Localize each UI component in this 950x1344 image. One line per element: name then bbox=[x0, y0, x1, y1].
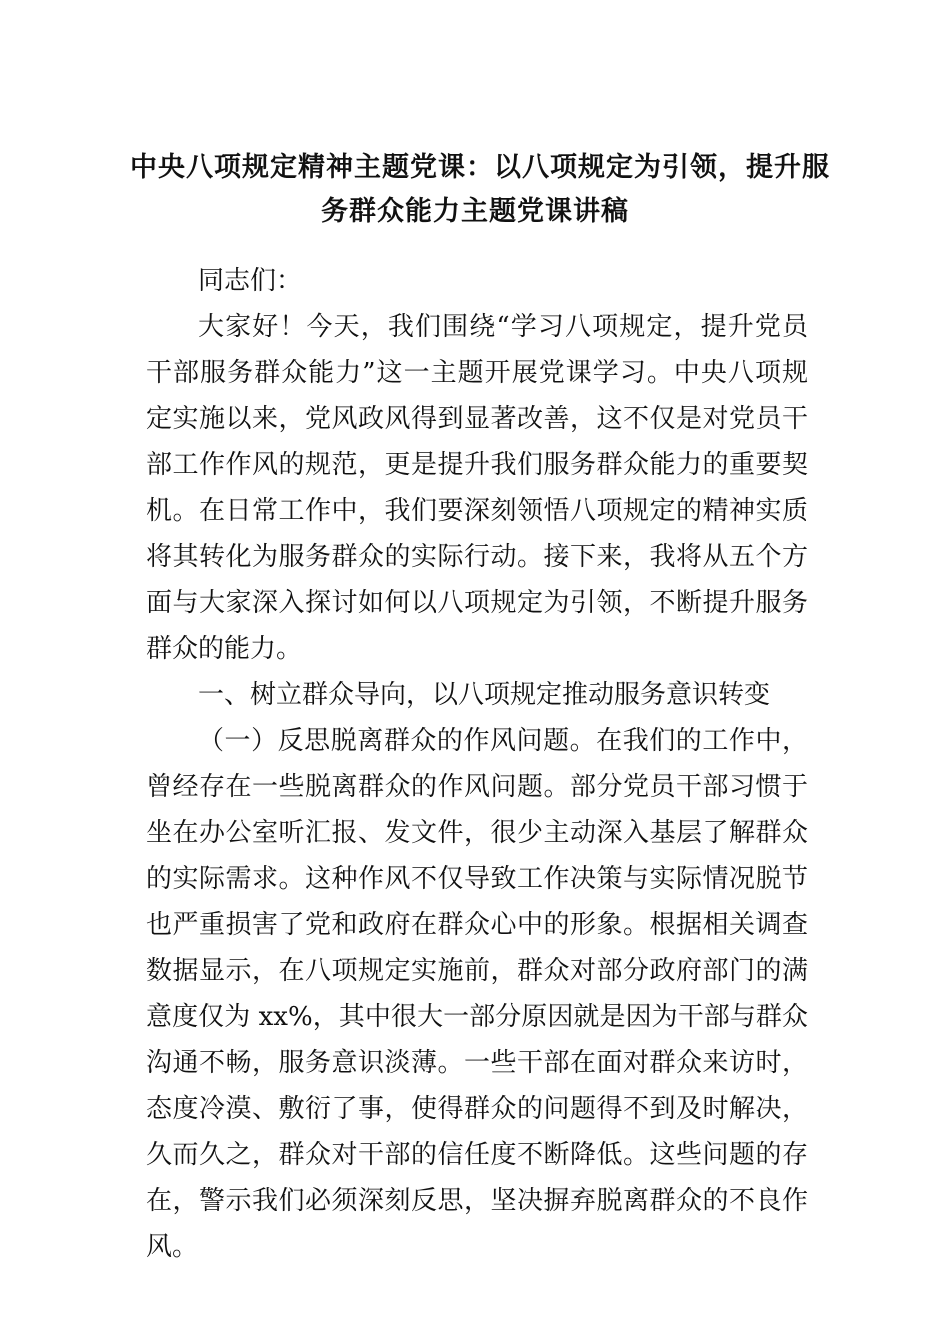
paragraph-1-line: 干部服务群众能力”这一主题开展党课学习。中央八项规 bbox=[146, 358, 808, 388]
salutation: 同志们： bbox=[198, 266, 303, 296]
paragraph-2 bbox=[146, 718, 808, 1270]
paragraph-1 bbox=[146, 304, 808, 672]
paragraph-2-line: 的实际需求。这种作风不仅导致工作决策与实际情况脱节 bbox=[146, 864, 808, 894]
paragraph-1-line: 面与大家深入探讨如何以八项规定为引领，不断提升服务 bbox=[146, 588, 808, 618]
title-line-1: 中央八项规定精神主题党课：以八项规定为引领，提升服 bbox=[130, 152, 830, 183]
paragraph-2-line: 沟通不畅，服务意识淡薄。一些干部在面对群众来访时， bbox=[146, 1048, 808, 1078]
paragraph-2-line: 在，警示我们必须深刻反思，坚决摒弃脱离群众的不良作 bbox=[146, 1186, 808, 1216]
title-line-2: 务群众能力主题党课讲稿 bbox=[321, 196, 629, 227]
document-title bbox=[130, 146, 830, 234]
section-1-heading: 一、树立群众导向，以八项规定推动服务意识转变 bbox=[198, 680, 771, 710]
paragraph-2-line: 曾经存在一些脱离群众的作风问题。部分党员干部习惯于 bbox=[146, 772, 808, 802]
paragraph-1-line: 部工作作风的规范，更是提升我们服务群众能力的重要契 bbox=[146, 450, 808, 480]
paragraph-2-line: 久而久之，群众对干部的信任度不断降低。这些问题的存 bbox=[146, 1140, 808, 1170]
paragraph-1-line: 大家好！今天，我们围绕“学习八项规定，提升党员 bbox=[198, 312, 808, 342]
paragraph-2-line: 态度冷漠、敷衍了事，使得群众的问题得不到及时解决， bbox=[146, 1094, 808, 1124]
paragraph-1-line: 将其转化为服务群众的实际行动。接下来，我将从五个方 bbox=[146, 542, 808, 572]
paragraph-2-line: 也严重损害了党和政府在群众心中的形象。根据相关调查 bbox=[146, 910, 808, 940]
paragraph-1-line: 定实施以来，党风政风得到显著改善，这不仅是对党员干 bbox=[146, 404, 808, 434]
paragraph-2-line: 坐在办公室听汇报、发文件，很少主动深入基层了解群众 bbox=[146, 818, 808, 848]
paragraph-1-line: 群众的能力。 bbox=[146, 634, 303, 664]
paragraph-2-line: 意度仅为 xx%，其中很大一部分原因就是因为干部与群众 bbox=[146, 1002, 808, 1032]
paragraph-2-line: 数据显示，在八项规定实施前，群众对部分政府部门的满 bbox=[146, 956, 808, 986]
document-body bbox=[146, 258, 808, 1270]
paragraph-2-line: 风。 bbox=[146, 1232, 199, 1262]
paragraph-1-line: 机。在日常工作中，我们要深刻领悟八项规定的精神实质 bbox=[146, 496, 808, 526]
paragraph-2-line: （一）反思脱离群众的作风问题。在我们的工作中， bbox=[198, 726, 808, 756]
